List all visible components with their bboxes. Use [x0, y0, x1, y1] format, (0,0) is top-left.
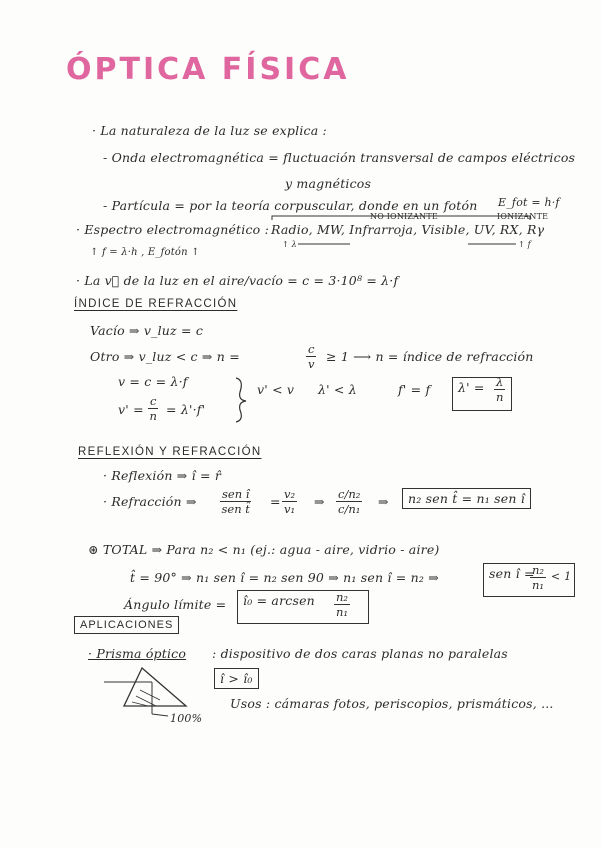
prisma-description: : dispositivo de dos caras planas no paralelas [212, 646, 508, 661]
boxed-limit-label: î₀ = arcsen [243, 593, 315, 608]
fraction-denominator: sen t̂ [221, 502, 250, 516]
implies-sign: ⇒ [314, 494, 325, 509]
angulo-limite-label: Ángulo límite = [124, 597, 227, 612]
less-than-one: < 1 [551, 570, 572, 583]
lambda-arrow-label: ↑ λ [282, 240, 297, 249]
t90-line: t̂ = 90° ⇒ n₁ sen î = n₂ sen 90 ⇒ n₁ sen î = n₂ ⇒ [130, 570, 439, 585]
fraction-denominator: v₁ [284, 502, 296, 516]
fraction-numerator: c [308, 342, 315, 356]
ionizante-label: IONIZANTE [497, 212, 549, 221]
boxed-condition: î > î₀ [214, 668, 259, 689]
luz-vacio-line: · La v⃗ de la luz en el aire/vacío = c = 3·10⁸ = λ·f [76, 273, 399, 288]
fraction-denominator: n₁ [336, 605, 349, 619]
fraction-numerator: n₂ [532, 563, 545, 577]
fraction-numerator: v₂ [284, 487, 296, 501]
foton-energy: E_fot = h·f [498, 196, 560, 209]
prism-diagram [104, 668, 186, 716]
prisma-label: · Prisma óptico [88, 646, 187, 661]
fraction-numerator: c [150, 394, 157, 408]
v-prime-less: v' < v [257, 382, 295, 397]
fraction-numerator: λ [496, 375, 504, 389]
usos-line: Usos : cámaras fotos, periscopios, prismáticos, ... [230, 696, 554, 711]
fraction-denominator: v [307, 357, 315, 371]
f-relation: f' = f [398, 382, 431, 397]
v-prime: v' = [118, 402, 144, 417]
otro-line-cont: ≥ 1 ⟶ n = índice de refracción [326, 349, 534, 364]
section-heading-aplicaciones: APLICACIONES [74, 616, 179, 634]
implies-sign: ⇒ [378, 494, 389, 509]
lambda-relation: λ' < λ [318, 382, 357, 397]
total-reflection-line: ⊛ TOTAL ⇒ Para n₂ < n₁ (ej.: agua - aire, vidrio - aire) [88, 542, 440, 557]
page-title: ÓPTICA FÍSICA [66, 52, 350, 87]
spectrum-bracket [272, 216, 530, 220]
intro-line: · La naturaleza de la luz se explica : [92, 123, 327, 138]
fraction-denominator: n [149, 409, 157, 423]
section-heading-indice: ÍNDICE DE REFRACCIÓN [74, 298, 238, 310]
boxed-sen-label: sen î = [489, 566, 535, 581]
v-equals-c: v = c = λ·f [118, 374, 188, 389]
fraction-denominator: n [495, 390, 504, 404]
fraction-denominator: n₁ [532, 578, 545, 592]
onda-line-cont: y magnéticos [285, 176, 372, 191]
no-ionizante-label: NO IONIZANTE [370, 212, 438, 221]
vacio-line: Vacío ⇒ v_luz = c [90, 323, 204, 338]
v-prime-cont: = λ'·f' [166, 402, 206, 417]
refraccion-line: · Refracción ⇒ [103, 494, 197, 509]
equals-sign: = [270, 494, 281, 509]
fraction-numerator: c/n₂ [338, 487, 361, 501]
otro-line: Otro ⇒ v_luz < c ⇒ n = [90, 349, 240, 364]
espectro-label: · Espectro electromagnético : [76, 222, 269, 237]
boxed-lambda-label: λ' = [458, 380, 485, 395]
fraction-numerator: n₂ [336, 590, 349, 604]
percent-label: 100% [170, 712, 203, 725]
boxed-snell-law: n₂ sen t̂ = n₁ sen î [402, 488, 531, 509]
particula-line: - Partícula = por la teoría corpuscular, donde en un fotón [103, 198, 478, 213]
f-arrow-label: ↑ f [518, 240, 531, 249]
fraction-denominator: c/n₁ [338, 502, 361, 516]
espectro-list: Radio, MW, Infrarroja, Visible, UV, RX, Rγ [271, 222, 545, 237]
onda-line: - Onda electromagnética = fluctuación transversal de campos eléctricos [103, 150, 576, 165]
wave-relation: ↑ f = λ·h , E_fotón ↑ [90, 247, 200, 258]
brace-icon [236, 378, 246, 422]
reflexion-line: · Reflexión ⇒ î = r̂ [103, 468, 222, 483]
fraction-numerator: sen î [222, 487, 250, 501]
section-heading-reflexion: REFLEXIÓN Y REFRACCIÓN [78, 446, 262, 458]
